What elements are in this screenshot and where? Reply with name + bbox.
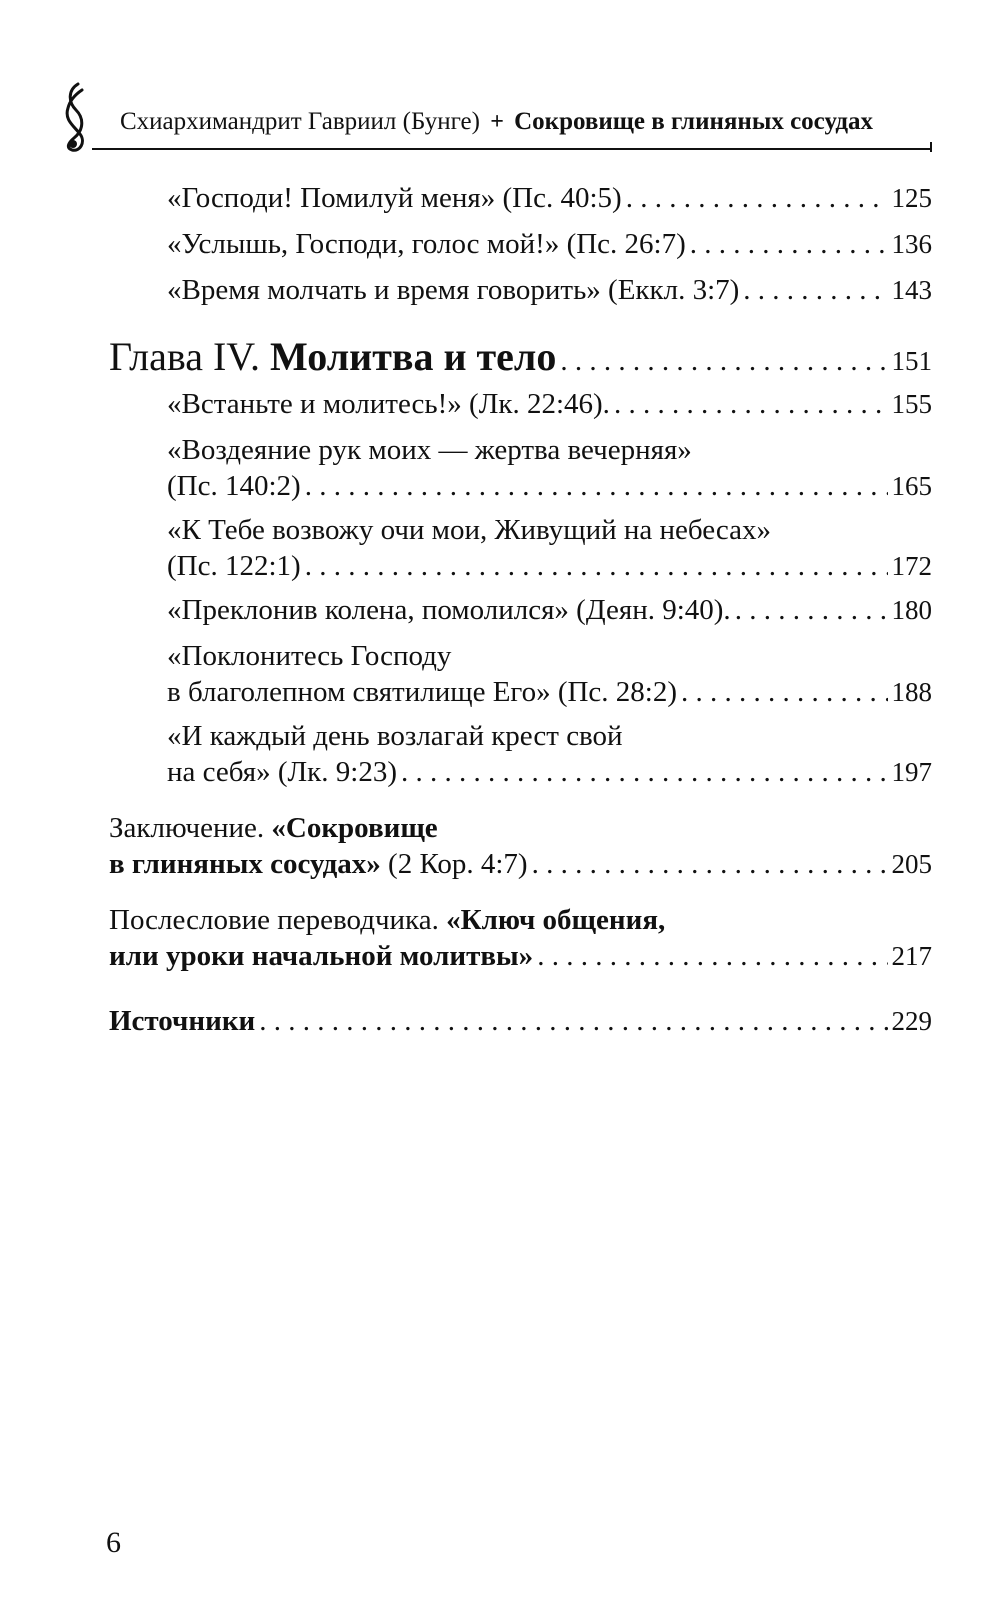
- toc-entry-page: 205: [891, 849, 932, 879]
- toc-entry-page: 155: [891, 389, 932, 419]
- toc-entry-page: 143: [891, 275, 932, 305]
- toc-leader-dots: [743, 272, 887, 308]
- header-author: Схиархимандрит Гавриил (Бунге): [120, 108, 480, 135]
- toc-entry-title-line2: (Пс. 122:1): [167, 550, 301, 582]
- toc-entry-page: 217: [891, 941, 932, 971]
- toc-leader-dots: [537, 938, 887, 974]
- toc-entry-page: 188: [891, 677, 932, 707]
- toc-leader-dots: [401, 754, 888, 790]
- toc-sources-entry: [109, 1003, 932, 1039]
- page-number: 6: [106, 1526, 121, 1559]
- toc-entry-title-line1: «Ключ общения,: [446, 904, 666, 936]
- toc-entry-title-line2: или уроки начальной молитвы»: [109, 940, 534, 972]
- toc-entry: [167, 592, 932, 628]
- toc-chapter-entry: [109, 335, 932, 383]
- toc-entry-title-line1: «Воздеяние рук моих — жертва вечерняя»: [167, 434, 692, 466]
- toc-leader-dots: [690, 226, 888, 262]
- toc-entry-title-line1: «Поклонитесь Господу: [167, 640, 452, 672]
- toc-chapter-prefix: Глава IV.: [109, 334, 260, 379]
- header-separator: +: [490, 109, 504, 135]
- toc-entry-title: Источники: [109, 1005, 256, 1037]
- header-book-title: Сокровище в глиняных сосудах: [514, 108, 874, 135]
- toc-leader-dots: [626, 180, 888, 216]
- toc-entry-title: «Время молчать и время говорить» (Еккл. 3:7): [167, 274, 740, 306]
- toc-entry-prefix: Послесловие переводчика.: [109, 904, 439, 936]
- toc-entry-page: 180: [891, 595, 932, 625]
- toc-leader-dots: [305, 548, 888, 584]
- toc-leader-dots: [305, 468, 888, 504]
- toc-entry-title-line2: в благолепном святилище Его» (Пс. 28:2): [167, 676, 678, 708]
- toc-entry: [167, 718, 932, 790]
- header-rule: [92, 148, 932, 150]
- toc-leader-dots: [681, 674, 887, 710]
- ornament-icon: [58, 80, 92, 152]
- toc-leader-dots: [532, 846, 888, 882]
- toc-chapter-title: Молитва и тело: [270, 334, 557, 379]
- toc-leader-dots: [735, 592, 888, 628]
- toc-entry-title-line2: (Пс. 140:2): [167, 470, 301, 502]
- toc-entry-title-line1: «И каждый день возлагай крест свой: [167, 720, 623, 752]
- toc-entry-page: 172: [891, 551, 932, 581]
- toc-entry-reference: (2 Кор. 4:7): [388, 848, 528, 880]
- toc-entry: [167, 512, 932, 584]
- header-text: [120, 108, 932, 136]
- toc-entry-page: 197: [891, 757, 932, 787]
- toc-entry: [167, 272, 932, 308]
- toc-entry-page: 165: [891, 471, 932, 501]
- toc-entry: [167, 638, 932, 710]
- toc-entry-page: 125: [891, 183, 932, 213]
- toc-entry-title: «Встаньте и молитесь!» (Лк. 22:46).: [167, 388, 610, 420]
- running-header: [58, 80, 932, 152]
- toc-entry-page: 136: [891, 229, 932, 259]
- toc-entry-title-line1: «Сокровище: [271, 812, 438, 844]
- toc-entry-title: «Господи! Помилуй меня» (Пс. 40:5): [167, 182, 622, 214]
- toc-conclusion-entry: [109, 810, 932, 882]
- toc-leader-dots: [259, 1003, 887, 1039]
- toc-entry-prefix: Заключение.: [109, 812, 265, 844]
- toc-entry: [167, 432, 932, 504]
- toc-entry-title: «Преклонив колена, помолился» (Деян. 9:40).: [167, 594, 731, 626]
- toc-entry-title-line1: «К Тебе возвожу очи мои, Живущий на небесах»: [167, 514, 771, 546]
- toc-leader-dots: [560, 339, 887, 383]
- toc-entry: [167, 226, 932, 262]
- toc-entry-title: «Услышь, Господи, голос мой!» (Пс. 26:7): [167, 228, 686, 260]
- toc-entry-title-line2: в глиняных сосудах»: [109, 848, 381, 880]
- toc-entry: [167, 386, 932, 422]
- toc-afterword-entry: [109, 902, 932, 974]
- toc-entry: [167, 180, 932, 216]
- toc-leader-dots: [614, 386, 888, 422]
- toc-entry-page: 151: [891, 346, 932, 376]
- toc-entry-title-line2: на себя» (Лк. 9:23): [167, 756, 397, 788]
- toc-entry-page: 229: [891, 1006, 932, 1036]
- header-rule-tick: [930, 142, 932, 152]
